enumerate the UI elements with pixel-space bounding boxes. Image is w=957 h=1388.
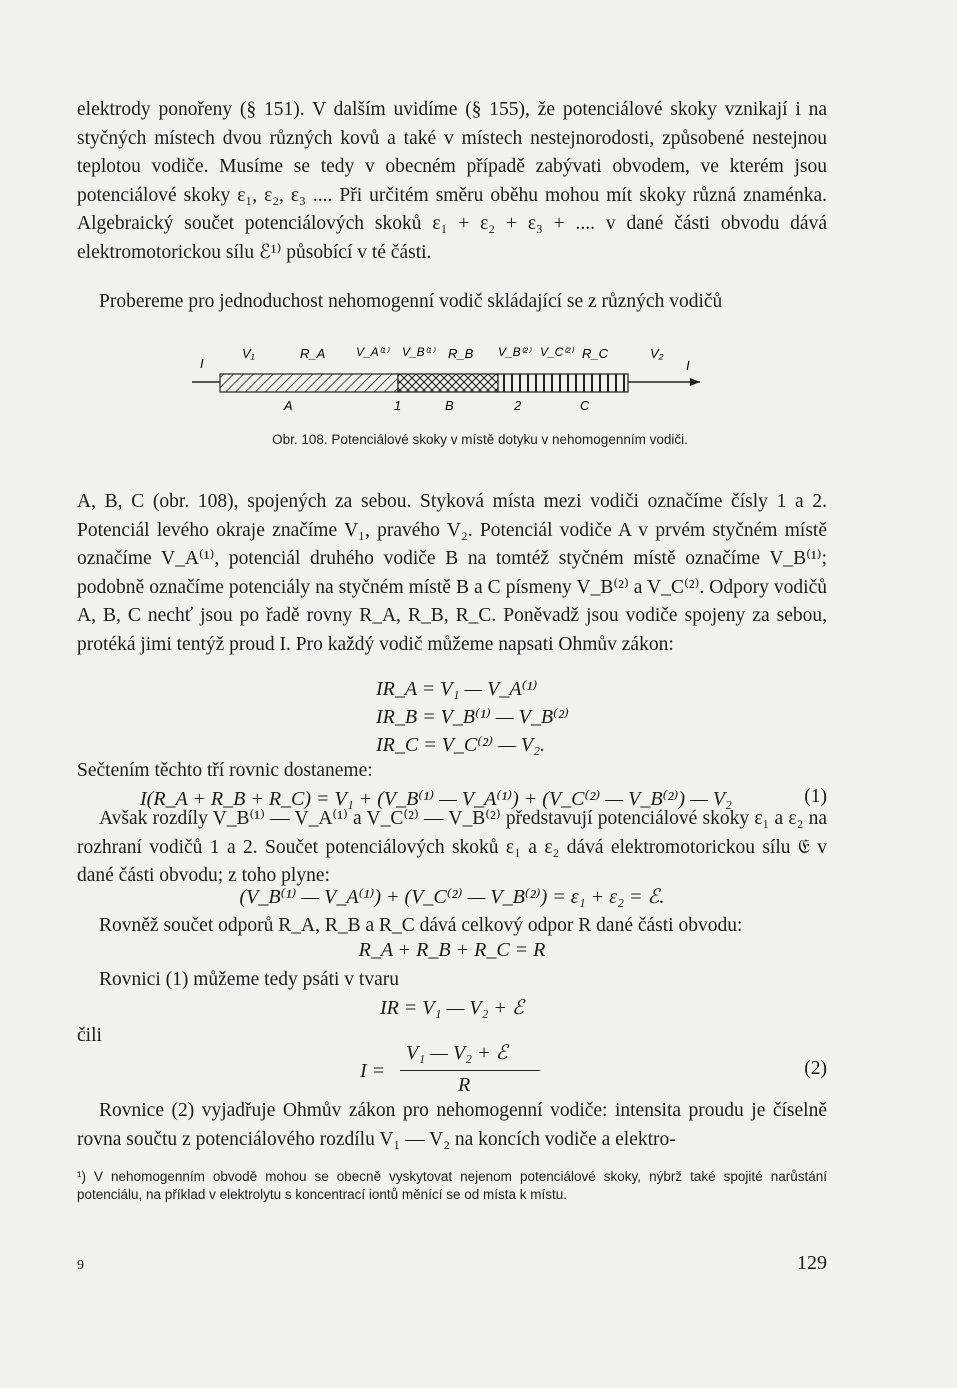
label-i-right: I — [686, 358, 690, 373]
paragraph-conductors: A, B, C (obr. 108), spojených za sebou. Styková místa mezi vodiči označíme čísly 1 a 2. Potenciál levého okraje značíme V₁, pravého V₂. Potenciál vodiče A v prvém styčném místě označíme V_A⁽¹⁾, potenciál druhého vodiče B na tomtéž styčném místě označíme V_B⁽¹⁾; podobně označíme potenciály na styčném místě B a C písmeny V_B⁽²⁾ a V_C⁽²⁾. Odpory vodičů A, B, C nechť jsou po řadě rovny R_A, R_B, R_C. Poněvadž jsou vodiče spojeny za sebou, protéká jimi tentýž proud I. Pro každý vodič můžeme napsati Ohmův zákon: — [77, 491, 827, 655]
label-rc: R_C — [582, 346, 609, 361]
equation-2-denominator: R — [458, 1074, 471, 1096]
label-2: 2 — [514, 398, 522, 413]
label-vb1: V_B⁽¹⁾ — [402, 345, 435, 359]
label-v1: V₁ — [242, 346, 255, 361]
fraction-bar — [400, 1070, 540, 1071]
label-c: C — [580, 398, 590, 413]
paragraph-rewrite: Rovnici (1) můžeme tedy psáti v tvaru — [99, 969, 400, 990]
conductor-a — [220, 374, 398, 392]
conductor-b — [398, 374, 498, 392]
paragraph-intro: elektrody ponořeny (§ 151). V dalším uvidíme (§ 155), že potenciálové skoky vznikají i na styčných místech dvou různých kovů a také v místech nestejnorodosti, způsobené nestejnou teplotou vodiče. Musíme se tedy v obecném případě zabývati obvodem, ve kterém jsou potenciálové skoky ε₁, ε₂, ε₃ .... Při určitém směru oběhu mohou mít skoky různá znaménka. Algebraický součet potenciálových skoků ε₁ + ε₂ + ε₃ + .... v dané části obvodu dává elektromotorickou sílu ℰ¹⁾ působící v té části. — [77, 99, 827, 263]
label-va1: V_A⁽¹⁾ — [356, 345, 389, 359]
label-rb: R_B — [448, 346, 474, 361]
label-i-left: I — [200, 356, 204, 371]
equation-2-lhs: I = — [360, 1060, 386, 1082]
paragraph-resistance: Rovněž součet odporů R_A, R_B a R_C dává celkový odpor R dané části obvodu: — [99, 915, 743, 936]
label-vb2: V_B⁽²⁾ — [498, 345, 531, 359]
label-vc2: V_C⁽²⁾ — [540, 345, 574, 359]
label-v2: V₂ — [650, 346, 664, 361]
paragraph-conclusion: Rovnice (2) vyjadřuje Ohmův zákon pro nehomogenní vodiče: intensita proudu je číselně rovna součtu z potenciálového rozdílu V₁ — V₂ na koncích vodiče a elektro- — [77, 1100, 827, 1150]
figure-caption: Obr. 108. Potenciálové skoky v místě dotyku v nehomogenním vodiči. — [272, 432, 688, 447]
conductor-c — [498, 374, 628, 392]
paragraph-differences: Avšak rozdíly V_B⁽¹⁾ — V_A⁽¹⁾ a V_C⁽²⁾ — V_B⁽²⁾ představují potenciálové skoky ε₁ a ε₂ na rozhraní vodičů 1 a 2. Součet potenciálových skoků ε₁ a ε₂ dává elektromotorickou sílu 𝔈 v dané části obvodu; z toho plyne: — [77, 808, 827, 886]
equation-1-number: (1) — [804, 786, 827, 807]
figure-108 — [180, 338, 740, 430]
equation-resistance: R_A + R_B + R_C = R — [358, 939, 546, 961]
footnote: ¹) V nehomogenním obvodě mohou se obecně vyskytovat nejenom potenciálové skoky, nýbrž také spojité narůstání potenciálu, na příklad v elektrolytu s koncentrací iontů měnící se od místa k místu. — [77, 1169, 827, 1202]
page-number: 129 — [797, 1252, 827, 1274]
label-a: A — [284, 398, 293, 413]
equation-ohm-b: IR_B = V_B⁽¹⁾ — V_B⁽²⁾ — [376, 706, 569, 728]
equation-ir: IR = V₁ — V₂ + ℰ — [379, 997, 525, 1019]
equation-2-numerator: V₁ — V₂ + ℰ — [406, 1042, 508, 1064]
paragraph-sum: Sečtením těchto tří rovnic dostaneme: — [77, 760, 373, 781]
arrow-right — [690, 378, 700, 386]
equation-emf: (V_B⁽¹⁾ — V_A⁽¹⁾) + (V_C⁽²⁾ — V_B⁽²⁾) = ε₁ + ε₂ = ℰ. — [239, 886, 665, 908]
label-1: 1 — [394, 398, 402, 413]
paragraph-probereme: Probereme pro jednoduchost nehomogenní vodič skládající se z různých vodičů — [99, 291, 723, 312]
signature-mark: 9 — [77, 1258, 84, 1273]
label-ra: R_A — [300, 346, 326, 361]
paragraph-cili: čili — [77, 1025, 102, 1046]
equation-1: I(R_A + R_B + R_C) = V₁ + (V_B⁽¹⁾ — V_A⁽¹⁾) + (V_C⁽²⁾ — V_B⁽²⁾) — V₂ — [140, 788, 732, 810]
equation-ohm-c: IR_C = V_C⁽²⁾ — V₂. — [376, 734, 546, 756]
label-b: B — [445, 398, 454, 413]
equation-ohm-a: IR_A = V₁ — V_A⁽¹⁾ — [376, 678, 538, 700]
equation-2-number: (2) — [804, 1058, 827, 1079]
